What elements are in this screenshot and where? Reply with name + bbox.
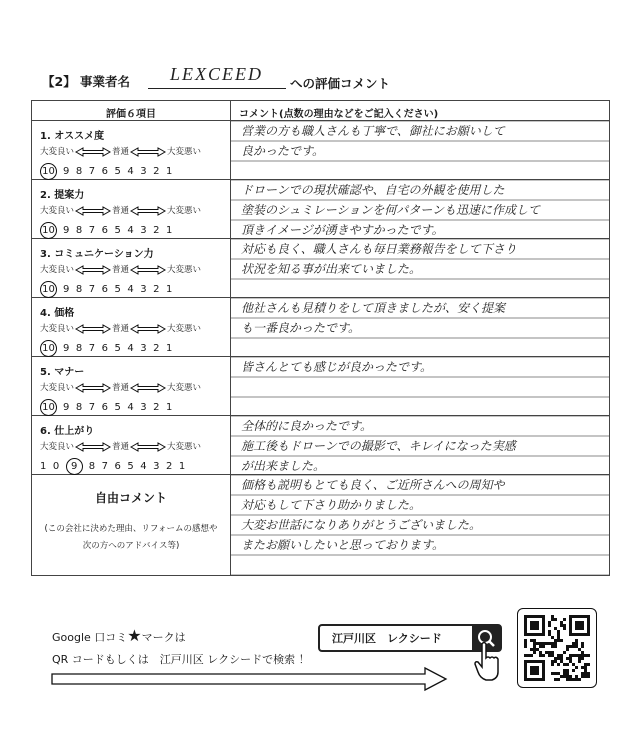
- qr-code[interactable]: [517, 608, 597, 688]
- score-option[interactable]: 8: [75, 343, 89, 354]
- item-title: 1. オススメ度: [40, 131, 105, 142]
- company-name-underline: [148, 88, 286, 89]
- score-option[interactable]: 8: [88, 461, 102, 472]
- comment-line: 全体的に良かったです。: [241, 419, 373, 433]
- item-cell: [32, 180, 231, 239]
- double-arrow-icon: [74, 265, 112, 275]
- score-option[interactable]: 6: [101, 343, 115, 354]
- scale-good-label: 大変良い: [40, 442, 75, 452]
- score-option[interactable]: 2: [165, 461, 179, 472]
- free-comment-subtitle: (この会社に決めた理由、リフォームの感想や 次の方へのアドバイス等): [44, 524, 218, 551]
- score-options: [40, 340, 179, 357]
- score-option[interactable]: 1: [166, 402, 179, 413]
- double-arrow-icon: [129, 147, 167, 157]
- item-cell: [32, 357, 231, 416]
- score-option[interactable]: 4: [127, 343, 141, 354]
- rating-scale: [40, 263, 201, 275]
- score-option[interactable]: 7: [101, 461, 115, 472]
- double-arrow-icon: [129, 265, 167, 275]
- item-cell: [32, 121, 231, 180]
- scale-bad-label: 大変悪い: [167, 442, 202, 452]
- item-title: 4. 価格: [40, 308, 75, 319]
- scale-good-label: 大変良い: [40, 324, 75, 334]
- score-option-selected[interactable]: 10: [40, 222, 57, 239]
- score-option[interactable]: 5: [127, 461, 141, 472]
- score-option[interactable]: 4: [127, 402, 141, 413]
- comment-line: が出来ました。: [241, 459, 326, 473]
- scale-good-label: 大変良い: [40, 206, 75, 216]
- rating-scale: [40, 322, 201, 334]
- score-option[interactable]: 1: [166, 343, 179, 354]
- qr-code-icon: [518, 609, 596, 687]
- score-option[interactable]: 10: [40, 461, 66, 472]
- score-option[interactable]: 7: [88, 225, 102, 236]
- evaluation-table: [31, 100, 610, 576]
- score-option[interactable]: 2: [153, 402, 166, 413]
- score-option[interactable]: 6: [101, 225, 115, 236]
- scale-bad-label: 大変悪い: [167, 383, 202, 393]
- item-cell: [32, 416, 231, 475]
- score-option[interactable]: 7: [88, 343, 102, 354]
- score-option[interactable]: 3: [140, 343, 154, 354]
- score-option[interactable]: 9: [63, 225, 76, 236]
- comment-cell: [231, 416, 610, 475]
- score-option[interactable]: 9: [63, 343, 76, 354]
- score-option-selected[interactable]: 10: [40, 399, 57, 416]
- company-name-handwritten: LEXCEED: [170, 64, 263, 84]
- score-option[interactable]: 1: [166, 284, 179, 295]
- score-option[interactable]: 3: [140, 166, 154, 177]
- score-option[interactable]: 4: [127, 284, 141, 295]
- free-comment-label-cell: [32, 475, 231, 576]
- scale-mid-label: 普通: [112, 324, 130, 334]
- score-option[interactable]: 8: [75, 284, 89, 295]
- free-comment-title: 自由コメント: [94, 491, 167, 505]
- item-title: 5. マナー: [40, 367, 85, 378]
- score-options: [40, 458, 192, 475]
- arrow-right-icon: [50, 666, 450, 692]
- score-option[interactable]: 3: [140, 402, 154, 413]
- score-option[interactable]: 5: [114, 402, 128, 413]
- score-option[interactable]: 8: [75, 166, 89, 177]
- scale-good-label: 大変良い: [40, 265, 75, 275]
- score-options: [40, 281, 179, 298]
- star-icon: ★: [127, 626, 142, 645]
- score-option-selected[interactable]: 10: [40, 340, 57, 357]
- double-arrow-icon: [74, 206, 112, 216]
- comment-line: 施工後もドローンでの撮影で、キレイになった実感: [241, 439, 516, 453]
- item-title: 2. 提案力: [40, 190, 85, 201]
- free-comment-line: 対応もして下さり助かりました。: [241, 498, 422, 512]
- score-option[interactable]: 7: [88, 166, 102, 177]
- score-option[interactable]: 1: [178, 461, 192, 472]
- double-arrow-icon: [129, 442, 167, 452]
- scale-good-label: 大変良い: [40, 147, 75, 157]
- comment-line: も一番良かったです。: [241, 321, 361, 335]
- rating-scale: [40, 145, 201, 157]
- footer-line2: QR コードもしくは 江戸川区 レクシードで検索 ！: [52, 653, 310, 666]
- item-title: 6. 仕上がり: [40, 426, 95, 437]
- score-option[interactable]: 7: [88, 284, 102, 295]
- comment-cell: [231, 298, 610, 357]
- comment-cell: [231, 357, 610, 416]
- comment-line: 塗装のシュミレーションを何パターンも迅速に作成して: [241, 203, 541, 217]
- score-option[interactable]: 1: [166, 166, 179, 177]
- comment-line: 他社さんも見積りをして頂きましたが、安く提案: [241, 301, 506, 315]
- comment-line: 営業の方も職人さんも丁寧で、御社にお願いして: [241, 124, 505, 138]
- double-arrow-icon: [74, 442, 112, 452]
- score-options: [40, 163, 179, 180]
- free-comment-line: 価格も説明もとても良く、ご近所さんへの周知や: [241, 478, 505, 492]
- scale-bad-label: 大変悪い: [167, 147, 202, 157]
- comment-line: ドローンでの現状確認や、自宅の外観を使用した: [241, 183, 505, 197]
- score-option[interactable]: 1: [166, 225, 179, 236]
- score-option-selected[interactable]: 10: [40, 163, 57, 180]
- score-option[interactable]: 6: [114, 461, 128, 472]
- item-cell: [32, 239, 231, 298]
- scale-mid-label: 普通: [112, 442, 130, 452]
- scale-bad-label: 大変悪い: [167, 265, 202, 275]
- score-option[interactable]: 3: [153, 461, 166, 472]
- comment-cell: [231, 239, 610, 298]
- score-option[interactable]: 8: [75, 225, 89, 236]
- score-option[interactable]: 6: [101, 284, 115, 295]
- rating-scale: [40, 204, 201, 216]
- score-option[interactable]: 4: [127, 166, 141, 177]
- score-option[interactable]: 2: [153, 166, 166, 177]
- score-option[interactable]: 3: [140, 225, 154, 236]
- comment-line: 良かったです。: [241, 144, 325, 158]
- score-option[interactable]: 9: [63, 284, 76, 295]
- score-option[interactable]: 9: [63, 166, 76, 177]
- score-options: [40, 399, 179, 416]
- free-comment-area: [231, 475, 610, 576]
- score-option[interactable]: 5: [114, 343, 128, 354]
- double-arrow-icon: [74, 383, 112, 393]
- scale-mid-label: 普通: [112, 206, 130, 216]
- score-option[interactable]: 9: [63, 402, 76, 413]
- scale-bad-label: 大変悪い: [167, 324, 202, 334]
- score-option[interactable]: 2: [153, 343, 166, 354]
- score-option[interactable]: 2: [153, 284, 166, 295]
- double-arrow-icon: [129, 383, 167, 393]
- comment-line: 皆さんとても感じが良かったです。: [241, 360, 433, 374]
- score-option[interactable]: 2: [153, 225, 166, 236]
- score-option-selected[interactable]: 10: [40, 281, 57, 298]
- comment-cell: [231, 121, 610, 180]
- rating-scale: [40, 381, 201, 393]
- rating-scale: [40, 440, 201, 452]
- free-comment-line: またお願いしたいと思っております。: [241, 538, 445, 552]
- scale-bad-label: 大変悪い: [167, 206, 202, 216]
- score-option[interactable]: 6: [101, 402, 115, 413]
- score-option[interactable]: 4: [140, 461, 154, 472]
- score-option[interactable]: 5: [114, 225, 128, 236]
- score-option[interactable]: 5: [114, 166, 128, 177]
- comment-line: 頂きイメージが湧きやすかったです。: [241, 223, 444, 237]
- item-title: 3. コミュニケーション力: [40, 249, 154, 260]
- score-option[interactable]: 6: [101, 166, 115, 177]
- scale-mid-label: 普通: [112, 383, 130, 393]
- double-arrow-icon: [74, 324, 112, 334]
- double-arrow-icon: [129, 324, 167, 334]
- comment-cell: [231, 180, 610, 239]
- form-title-suffix: への評価コメント: [290, 76, 391, 91]
- score-option[interactable]: 4: [127, 225, 141, 236]
- score-option[interactable]: 3: [140, 284, 154, 295]
- double-arrow-icon: [74, 147, 112, 157]
- score-option-selected[interactable]: 9: [66, 458, 83, 475]
- scale-mid-label: 普通: [112, 265, 130, 275]
- comment-line: 対応も良く、職人さんも毎日業務報告をして下さり: [241, 242, 517, 256]
- score-option[interactable]: 5: [114, 284, 128, 295]
- search-text: 江戸川区 レクシード: [332, 632, 442, 645]
- footer-line1: Google 口コミ★マークは: [52, 626, 186, 645]
- score-option[interactable]: 7: [88, 402, 102, 413]
- comment-line: 状況を知る事が出来ていました。: [241, 262, 422, 276]
- pointing-hand-icon: [470, 640, 504, 682]
- score-options: [40, 222, 179, 239]
- form-title-prefix: 【2】 事業者名: [42, 74, 131, 89]
- scale-mid-label: 普通: [112, 147, 130, 157]
- double-arrow-icon: [129, 206, 167, 216]
- header-comment: コメント(点数の理由などをご記入ください): [231, 101, 610, 121]
- scale-good-label: 大変良い: [40, 383, 75, 393]
- free-comment-line: 大変お世話になりありがとうございました。: [241, 518, 482, 532]
- score-option[interactable]: 8: [75, 402, 89, 413]
- header-items: 評価６項目: [32, 101, 231, 121]
- item-cell: [32, 298, 231, 357]
